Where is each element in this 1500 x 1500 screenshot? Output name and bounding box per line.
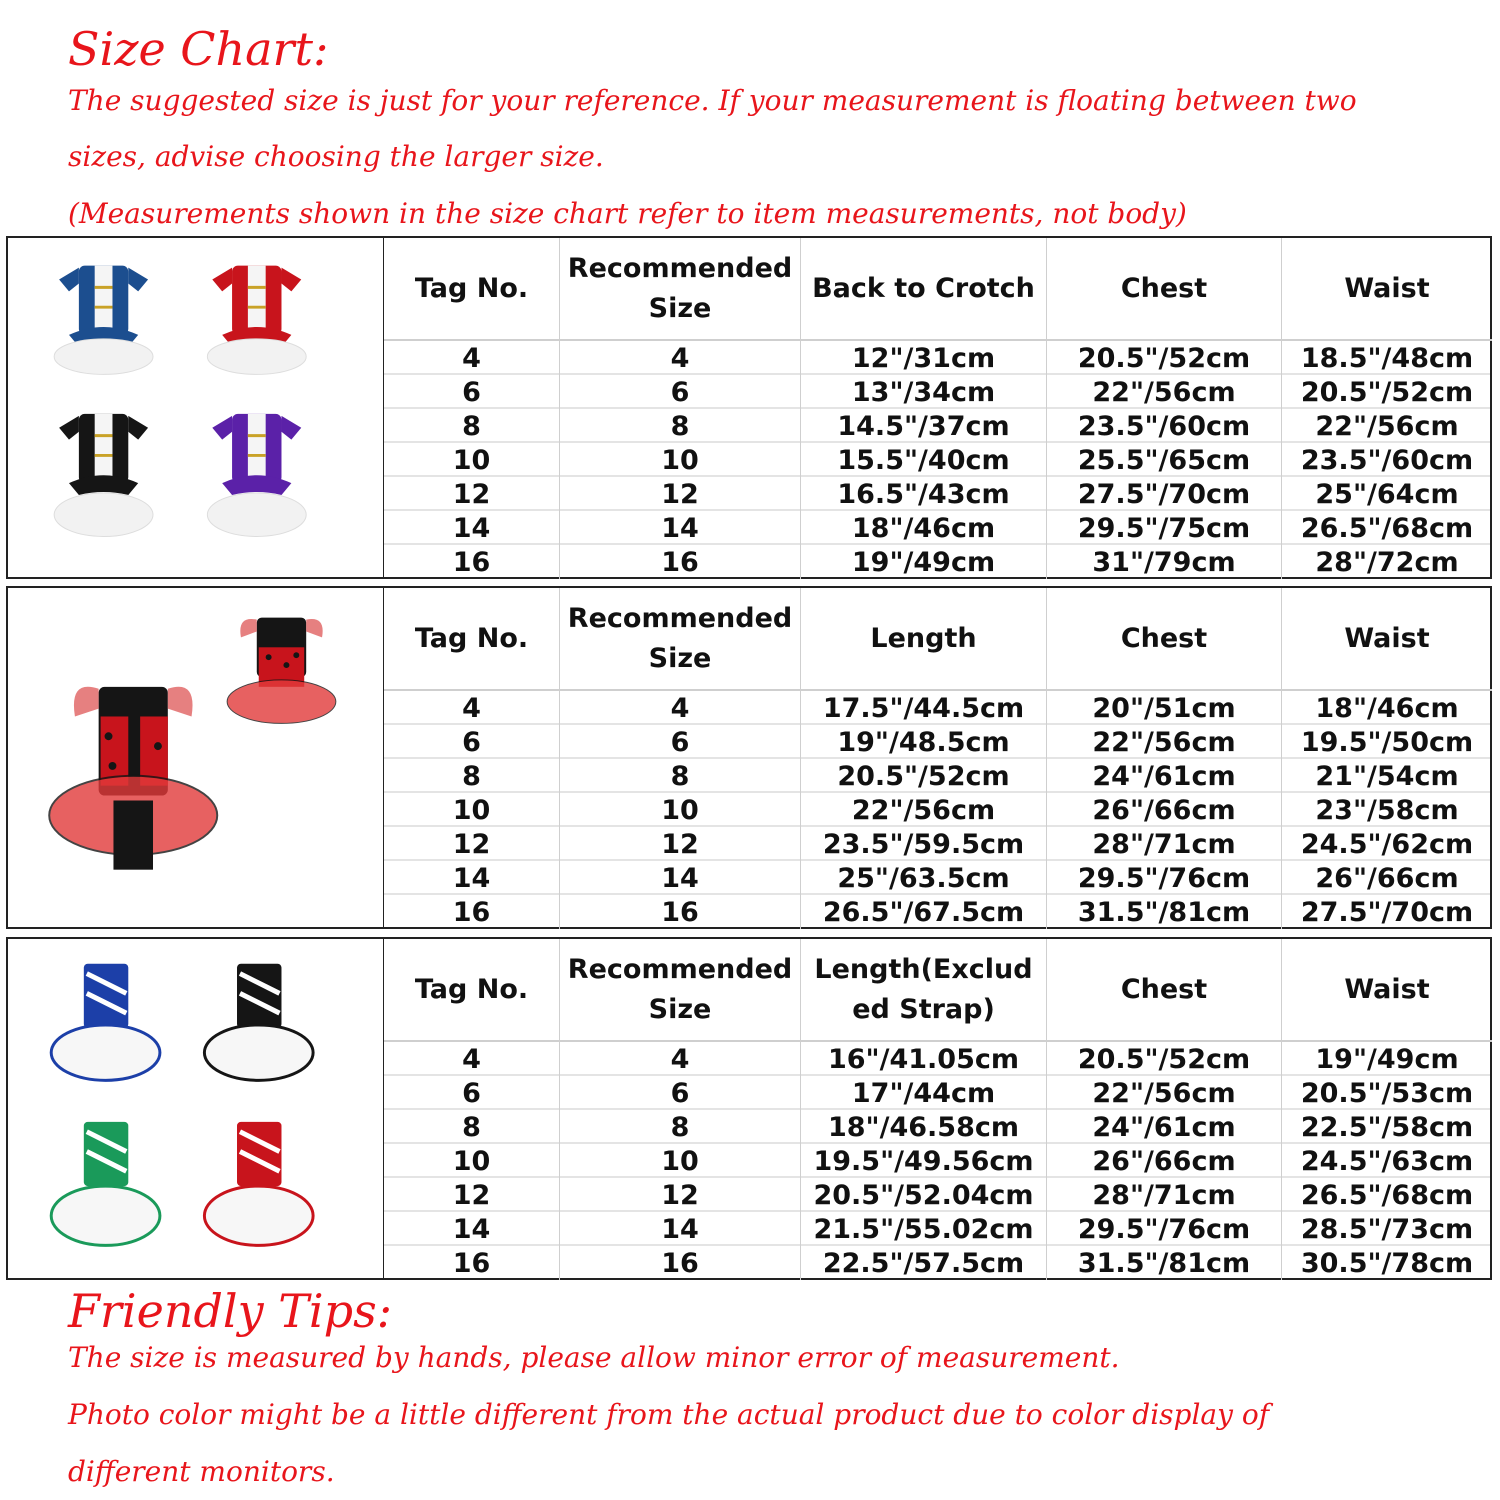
table-row	[384, 545, 1490, 579]
tag-no-cell: 4	[384, 341, 560, 375]
dress-black	[54, 414, 153, 537]
product-image-striped-tutu	[8, 939, 384, 1278]
chest-cell: 22"/56cm	[1047, 725, 1282, 759]
header-recommended-size: Recommended Size	[560, 238, 801, 341]
length-cell: 16.5"/43cm	[801, 477, 1047, 511]
waist-cell: 19"/49cm	[1315, 1044, 1459, 1075]
length-cell: 21.5"/55.02cm	[801, 1212, 1047, 1246]
length-cell: 25"/63.5cm	[801, 861, 1047, 895]
recommended-size-cell: 8	[560, 1110, 801, 1144]
tag-no-cell: 12	[384, 1178, 560, 1212]
length-cell: 17.5"/44.5cm	[801, 691, 1047, 725]
table-row	[384, 1212, 1490, 1246]
chest-cell: 24"/61cm	[1047, 759, 1282, 793]
length-cell: 18"/46.58cm	[801, 1110, 1047, 1144]
table-row	[384, 477, 1490, 511]
header-chest: Chest	[1047, 238, 1282, 341]
table-row	[384, 861, 1490, 895]
header-chest: Chest	[1047, 588, 1282, 691]
chest-cell: 29.5"/76cm	[1047, 861, 1282, 895]
length-cell: 22"/56cm	[801, 793, 1047, 827]
waist-cell: 30.5"/78cm	[1300, 1248, 1474, 1279]
recommended-size-cell: 6	[560, 1076, 801, 1110]
length-cell: 19.5"/49.56cm	[801, 1144, 1047, 1178]
length-cell: 19"/48.5cm	[801, 725, 1047, 759]
recommended-size-cell: 16	[560, 1246, 801, 1280]
size-table-2	[6, 586, 1492, 929]
recommended-size-cell: 6	[560, 375, 801, 409]
chest-cell: 23.5"/60cm	[1047, 409, 1282, 443]
tag-no-cell: 8	[384, 759, 560, 793]
recommended-size-cell: 14	[560, 511, 801, 545]
table-row	[384, 827, 1490, 861]
waist-cell: 21"/54cm	[1315, 761, 1459, 792]
recommended-size-cell: 10	[560, 1144, 801, 1178]
tag-no-cell: 6	[384, 725, 560, 759]
chest-cell: 31"/79cm	[1047, 545, 1282, 579]
tag-no-cell: 16	[384, 545, 560, 579]
tag-no-cell: 8	[384, 409, 560, 443]
header-waist: Waist	[1282, 238, 1492, 341]
tips-line-1: The size is measured by hands, please allow minor error of measurement.	[68, 1341, 1120, 1374]
length-cell: 14.5"/37cm	[801, 409, 1047, 443]
chest-cell: 28"/71cm	[1047, 827, 1282, 861]
dress-blue	[54, 266, 153, 375]
table-row	[384, 409, 1490, 443]
header-tag-no: Tag No.	[384, 238, 560, 341]
chest-cell: 22"/56cm	[1047, 375, 1282, 409]
chest-cell: 22"/56cm	[1047, 1076, 1282, 1110]
header-recommended-size: Recommended Size	[560, 588, 801, 691]
chest-cell: 20"/51cm	[1047, 691, 1282, 725]
tag-no-cell: 8	[384, 1110, 560, 1144]
length-cell: 23.5"/59.5cm	[801, 827, 1047, 861]
dress-ladybug-front	[49, 687, 217, 870]
tag-no-cell: 6	[384, 1076, 560, 1110]
waist-cell: 26.5"/68cm	[1300, 1180, 1474, 1211]
tips-line-2: Photo color might be a little different from the actual product due to color display of	[68, 1398, 1270, 1431]
recommended-size-cell: 8	[560, 409, 801, 443]
table-row	[384, 443, 1490, 477]
table-row	[384, 895, 1490, 929]
recommended-size-cell: 14	[560, 861, 801, 895]
length-cell: 19"/49cm	[801, 545, 1047, 579]
header-tag-no: Tag No.	[384, 588, 560, 691]
size-table-1	[6, 236, 1492, 579]
tips-line-3: different monitors.	[68, 1455, 335, 1488]
product-image-ladybug-dress	[8, 588, 384, 927]
dress-black-stripe	[204, 964, 313, 1081]
waist-cell: 20.5"/53cm	[1300, 1078, 1474, 1109]
recommended-size-cell: 16	[560, 895, 801, 929]
table-row	[384, 759, 1490, 793]
header-waist: Waist	[1282, 939, 1492, 1042]
table-row	[384, 1246, 1490, 1280]
table-row	[384, 1042, 1490, 1076]
waist-cell: 23.5"/60cm	[1300, 445, 1474, 476]
size-grid-3	[384, 939, 1490, 1278]
recommended-size-cell: 12	[560, 1178, 801, 1212]
length-cell: 16"/41.05cm	[801, 1042, 1047, 1076]
waist-cell: 26.5"/68cm	[1300, 513, 1474, 544]
chest-cell: 27.5"/70cm	[1047, 477, 1282, 511]
header-recommended-size: Recommended Size	[560, 939, 801, 1042]
length-cell: 26.5"/67.5cm	[801, 895, 1047, 929]
dress-ladybug-back	[227, 618, 336, 724]
table-row	[384, 725, 1490, 759]
chest-cell: 29.5"/75cm	[1047, 511, 1282, 545]
table-row	[384, 1178, 1490, 1212]
waist-cell: 22.5"/58cm	[1300, 1112, 1474, 1143]
waist-cell: 20.5"/52cm	[1300, 377, 1474, 408]
table-row	[384, 1076, 1490, 1110]
header-length: Length	[801, 588, 1047, 691]
product-image-leotard-tutu	[8, 238, 384, 577]
recommended-size-cell: 4	[560, 341, 801, 375]
recommended-size-cell: 4	[560, 691, 801, 725]
waist-cell: 22"/56cm	[1315, 411, 1459, 442]
header-back-to-crotch: Back to Crotch	[801, 238, 1047, 341]
chest-cell: 26"/66cm	[1047, 1144, 1282, 1178]
chest-cell: 31.5"/81cm	[1047, 895, 1282, 929]
recommended-size-cell: 10	[560, 443, 801, 477]
chest-cell: 26"/66cm	[1047, 793, 1282, 827]
tag-no-cell: 12	[384, 477, 560, 511]
recommended-size-cell: 6	[560, 725, 801, 759]
length-cell: 22.5"/57.5cm	[801, 1246, 1047, 1280]
length-cell: 15.5"/40cm	[801, 443, 1047, 477]
recommended-size-cell: 12	[560, 827, 801, 861]
tag-no-cell: 16	[384, 1246, 560, 1280]
waist-cell: 24.5"/62cm	[1300, 829, 1474, 860]
recommended-size-cell: 4	[560, 1042, 801, 1076]
chest-cell: 24"/61cm	[1047, 1110, 1282, 1144]
size-chart-title: Size Chart:	[68, 22, 329, 76]
waist-cell: 18"/46cm	[1315, 693, 1459, 724]
reference-note-line-1: The suggested size is just for your reference. If your measurement is floating between two	[68, 84, 1357, 117]
table-row	[384, 691, 1490, 725]
table-row	[384, 341, 1490, 375]
dress-green-stripe	[51, 1122, 160, 1246]
dress-purple	[207, 414, 306, 537]
tag-no-cell: 6	[384, 375, 560, 409]
chest-cell: 29.5"/76cm	[1047, 1212, 1282, 1246]
waist-cell: 26"/66cm	[1315, 863, 1459, 894]
waist-cell: 28.5"/73cm	[1300, 1214, 1474, 1245]
length-cell: 20.5"/52.04cm	[801, 1178, 1047, 1212]
header-tag-no: Tag No.	[384, 939, 560, 1042]
table-row	[384, 1144, 1490, 1178]
header-waist: Waist	[1282, 588, 1492, 691]
dress-red	[207, 266, 306, 375]
length-cell: 13"/34cm	[801, 375, 1047, 409]
tag-no-cell: 10	[384, 443, 560, 477]
header-chest: Chest	[1047, 939, 1282, 1042]
recommended-size-cell: 16	[560, 545, 801, 579]
tag-no-cell: 12	[384, 827, 560, 861]
length-cell: 12"/31cm	[801, 341, 1047, 375]
waist-cell: 18.5"/48cm	[1300, 343, 1474, 374]
header-length-excluded-strap: Length(Excluded Strap)	[801, 939, 1047, 1042]
tag-no-cell: 10	[384, 793, 560, 827]
chest-cell: 20.5"/52cm	[1047, 341, 1282, 375]
dress-red-stripe	[204, 1122, 313, 1246]
waist-cell: 27.5"/70cm	[1300, 897, 1474, 928]
chest-cell: 28"/71cm	[1047, 1178, 1282, 1212]
tag-no-cell: 14	[384, 1212, 560, 1246]
table-row	[384, 511, 1490, 545]
friendly-tips-title: Friendly Tips:	[68, 1284, 393, 1338]
waist-cell: 19.5"/50cm	[1300, 727, 1474, 758]
length-cell: 18"/46cm	[801, 511, 1047, 545]
tag-no-cell: 4	[384, 691, 560, 725]
length-cell: 17"/44cm	[801, 1076, 1047, 1110]
table-row	[384, 793, 1490, 827]
recommended-size-cell: 12	[560, 477, 801, 511]
table-row	[384, 375, 1490, 409]
table-row	[384, 1110, 1490, 1144]
tag-no-cell: 10	[384, 1144, 560, 1178]
tag-no-cell: 14	[384, 861, 560, 895]
size-table-3	[6, 937, 1492, 1280]
tag-no-cell: 4	[384, 1042, 560, 1076]
waist-cell: 23"/58cm	[1315, 795, 1459, 826]
waist-cell: 24.5"/63cm	[1300, 1146, 1474, 1177]
tag-no-cell: 16	[384, 895, 560, 929]
reference-note-line-2: sizes, advise choosing the larger size.	[68, 140, 604, 173]
size-grid-2	[384, 588, 1490, 927]
size-grid-1	[384, 238, 1490, 577]
chest-cell: 31.5"/81cm	[1047, 1246, 1282, 1280]
recommended-size-cell: 14	[560, 1212, 801, 1246]
measurement-note: (Measurements shown in the size chart refer to item measurements, not body)	[68, 197, 1187, 230]
length-cell: 20.5"/52cm	[801, 759, 1047, 793]
tag-no-cell: 14	[384, 511, 560, 545]
chest-cell: 25.5"/65cm	[1047, 443, 1282, 477]
waist-cell: 25"/64cm	[1315, 479, 1459, 510]
recommended-size-cell: 8	[560, 759, 801, 793]
waist-cell: 28"/72cm	[1315, 547, 1459, 578]
chest-cell: 20.5"/52cm	[1047, 1042, 1282, 1076]
recommended-size-cell: 10	[560, 793, 801, 827]
dress-blue-stripe	[51, 964, 160, 1081]
